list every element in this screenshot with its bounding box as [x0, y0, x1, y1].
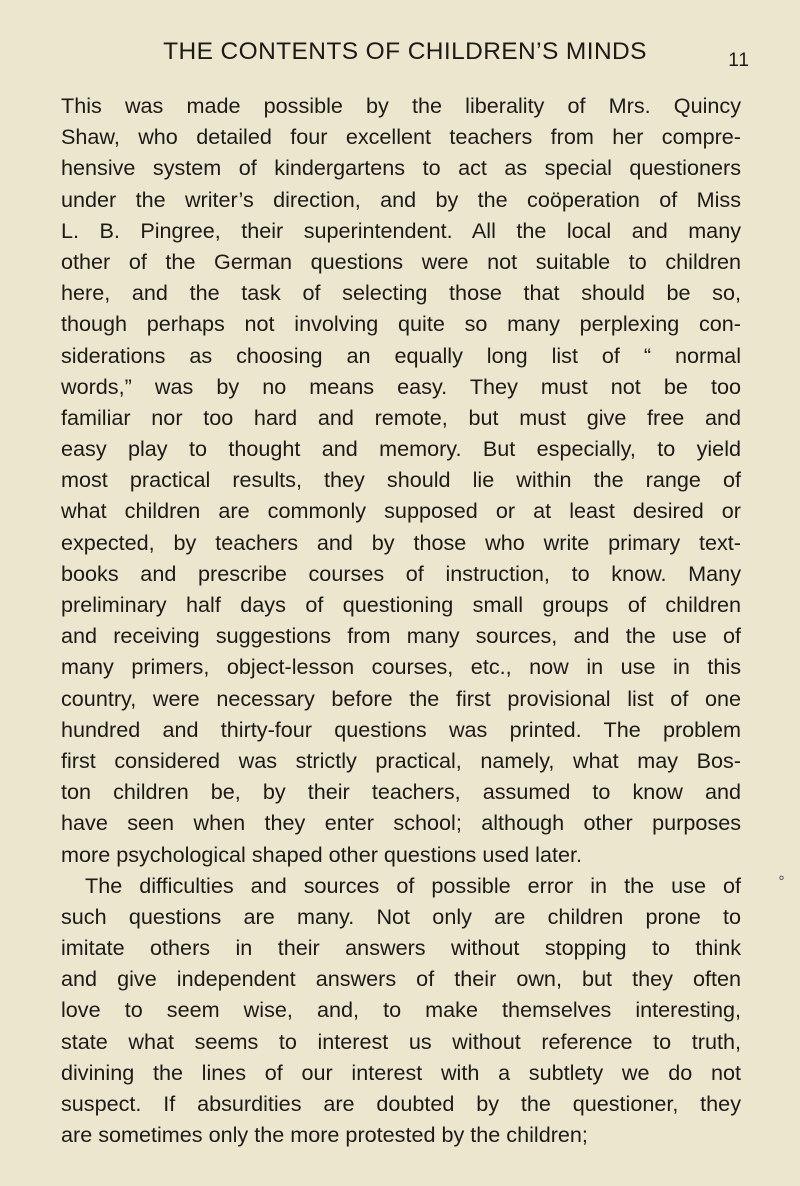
text-line: hensive system of kindergartens to act as special questioners — [61, 155, 741, 181]
text-line: though perhaps not involving quite so many perplexing con- — [61, 311, 741, 337]
text-line: The difficulties and sources of possible error in the use of — [85, 872, 741, 898]
text-line: state what seems to interest us without reference to truth, — [61, 1028, 741, 1054]
text-line: more psychological shaped other questions used later. — [61, 841, 582, 867]
text-line: and receiving suggestions from many sources, and the use of — [61, 623, 741, 649]
text-line: have seen when they enter school; although other purposes — [61, 810, 741, 836]
text-line: country, were necessary before the first provisional list of one — [61, 685, 741, 711]
text-line: such questions are many. Not only are children prone to — [61, 903, 741, 929]
text-line: words,” was by no means easy. They must not be too — [61, 373, 741, 399]
text-line: are sometimes only the more protested by the children; — [61, 1122, 588, 1148]
text-line: divining the lines of our interest with a subtlety we do not — [61, 1059, 741, 1085]
text-line: siderations as choosing an equally long list of “ normal — [61, 342, 741, 368]
text-line: suspect. If absurdities are doubted by the questioner, they — [61, 1091, 741, 1116]
body-text — [61, 90, 741, 1150]
paragraph-1 — [61, 90, 741, 870]
text-line: first considered was strictly practical, namely, what may Bos- — [61, 747, 741, 773]
text-line: expected, by teachers and by those who write primary text- — [61, 529, 741, 555]
text-line: books and prescribe courses of instruction, to know. Many — [61, 560, 741, 586]
text-line: other of the German questions were not suitable to children — [61, 248, 741, 274]
text-line: what children are commonly supposed or at least desired or — [61, 498, 741, 524]
page-number: 11 — [728, 50, 750, 71]
paragraph-2 — [61, 870, 741, 1151]
text-line: imitate others in their answers without stopping to think — [61, 935, 741, 961]
text-line: This was made possible by the liberality of Mrs. Quincy — [61, 93, 741, 118]
text-line: Shaw, who detailed four excellent teachers from her compre- — [61, 124, 741, 150]
text-line: hundred and thirty-four questions was printed. The problem — [61, 716, 741, 742]
text-line: under the writer’s direction, and by the coöperation of Miss — [61, 186, 741, 212]
text-line: and give independent answers of their own, but they often — [61, 966, 741, 992]
text-line: ton children be, by their teachers, assumed to know and — [61, 779, 741, 805]
margin-mark: ° — [778, 874, 785, 890]
text-line: L. B. Pingree, their superintendent. All the local and many — [61, 217, 741, 243]
page-header — [60, 38, 750, 78]
text-line: most practical results, they should lie within the range of — [61, 467, 741, 493]
text-line: preliminary half days of questioning small groups of children — [61, 592, 741, 617]
text-line: familiar nor too hard and remote, but must give free and — [61, 404, 741, 430]
text-line: here, and the task of selecting those that should be so, — [61, 280, 741, 306]
text-line: love to seem wise, and, to make themselves interesting, — [61, 997, 741, 1023]
text-line: many primers, object-lesson courses, etc., now in use in this — [61, 654, 741, 680]
running-title: THE CONTENTS OF CHILDREN’S MINDS — [163, 38, 647, 65]
text-line: easy play to thought and memory. But especially, to yield — [61, 436, 741, 462]
